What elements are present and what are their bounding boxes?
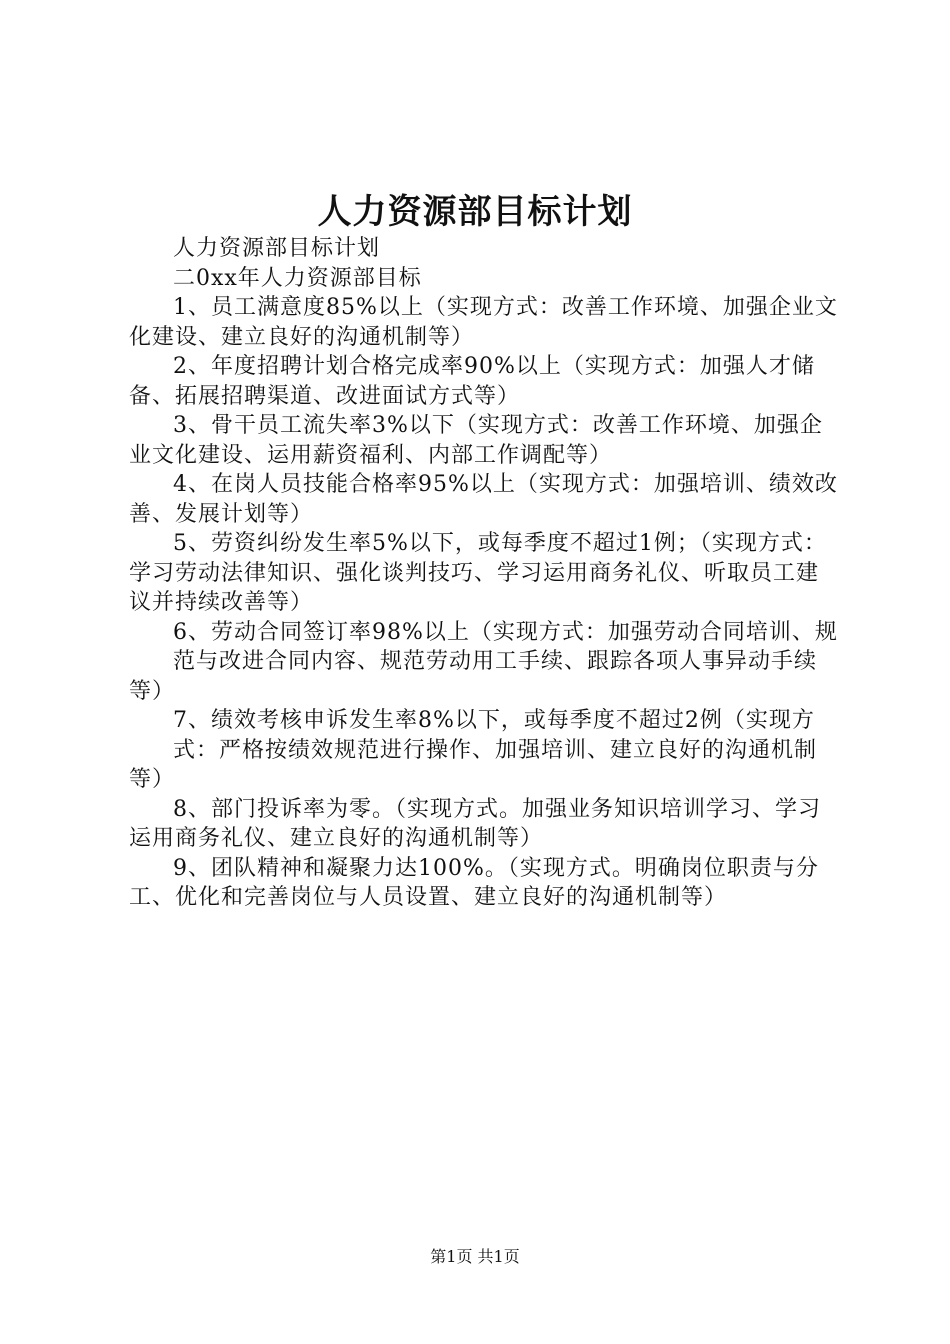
paragraph-heading: 人力资源部目标计划	[173, 236, 381, 261]
paragraph-item-4: 4、在岗人员技能合格率95%以上（实现方式：加强培训、绩效改善、发展计划等）	[129, 472, 838, 527]
paragraph-item-1: 1、员工满意度85%以上（实现方式：改善工作环境、加强企业文化建设、建立良好的沟通机制等）	[129, 295, 838, 350]
page-footer: 第1页 共1页	[430, 1247, 520, 1266]
document-title: 人力资源部目标计划	[317, 192, 633, 232]
paragraph-item-9: 9、团队精神和凝聚力达100%。（实现方式。明确岗位职责与分工、优化和完善岗位与人员设置、建立良好的沟通机制等）	[129, 855, 819, 910]
paragraph-item-7: 7、绩效考核申诉发生率8%以下，或每季度不超过2例（实现方	[173, 708, 815, 733]
paragraph-item-8: 8、部门投诉率为零。（实现方式。加强业务知识培训学习、学习运用商务礼仪、建立良好的沟通机制等）	[129, 796, 821, 851]
paragraph-item-3: 3、骨干员工流失率3%以下（实现方式：改善工作环境、加强企业文化建设、运用薪资福利、内部工作调配等）	[129, 413, 823, 468]
paragraph-item-6-continued: 范与改进合同内容、规范劳动用工手续、跟踪各项人事异动手续等）	[129, 649, 818, 704]
paragraph-item-7-continued: 式：严格按绩效规范进行操作、加强培训、建立良好的沟通机制等）	[129, 737, 818, 792]
document-body	[129, 234, 839, 913]
paragraph-year-goal: 二0xx年人力资源部目标	[173, 265, 422, 291]
paragraph-item-6: 6、劳动合同签订率98%以上（实现方式：加强劳动合同培训、规	[173, 619, 838, 645]
paragraph-item-5: 5、劳资纠纷发生率5%以下，或每季度不超过1例；（实现方式：学习劳动法律知识、强化谈判技巧、学习运用商务礼仪、听取员工建议并持续改善等）	[129, 531, 827, 615]
paragraph-item-2: 2、年度招聘计划合格完成率90%以上（实现方式：加强人才储备、拓展招聘渠道、改进面试方式等）	[129, 354, 815, 409]
